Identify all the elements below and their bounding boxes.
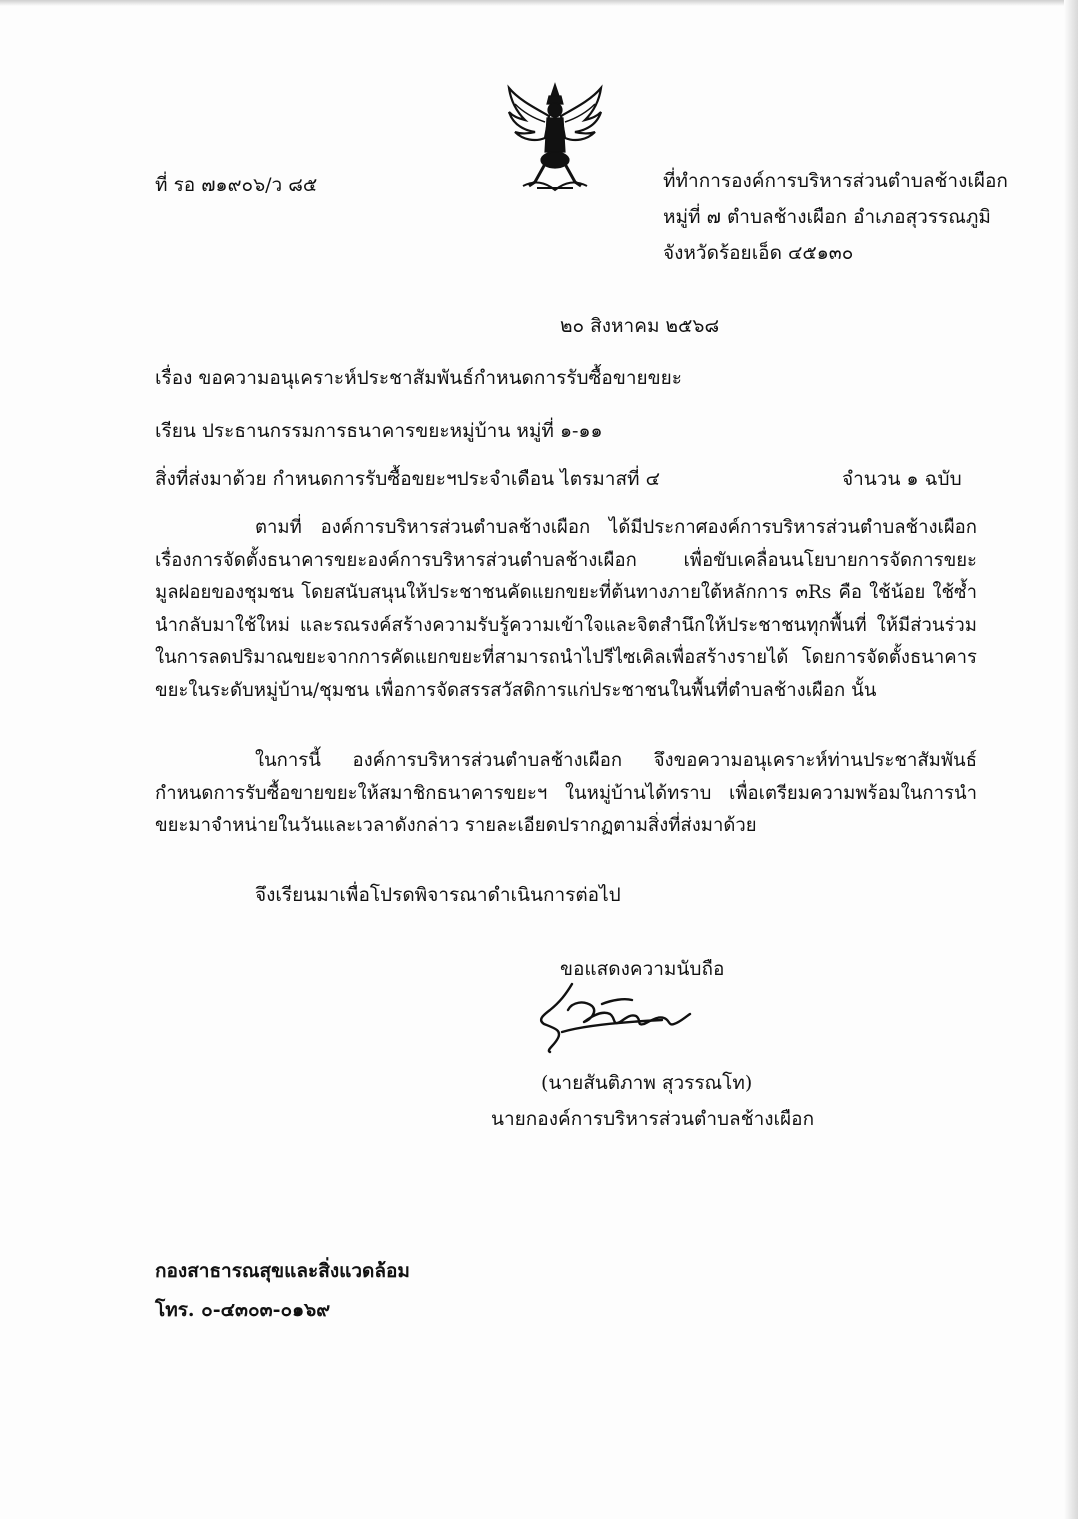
scan-edge-right <box>1064 0 1078 1519</box>
letter-date: ๒๐ สิงหาคม ๒๕๖๘ <box>560 315 720 337</box>
letter-recipient: เรียน ประธานกรรมการธนาคารขยะหมู่บ้าน หมู่ที่ ๑-๑๑ <box>155 420 603 442</box>
address-line-3: จังหวัดร้อยเอ็ด ๔๕๑๓๐ <box>663 242 854 264</box>
department-name: กองสาธารณสุขและสิ่งแวดล้อม <box>155 1260 410 1282</box>
enclosure-count: จำนวน ๑ ฉบับ <box>842 468 962 490</box>
address-line-1: ที่ทำการองค์การบริหารส่วนตำบลช้างเผือก <box>663 170 1008 192</box>
paragraph-2-text: ในการนี้ องค์การบริหารส่วนตำบลช้างเผือก จึงขอความอนุเคราะห์ท่านประชาสัมพันธ์กำหนดการรับซื้อขายขยะให้สมาชิกธนาคารขยะฯ ในหมู่บ้านได้ทราบ เพื่อเตรียมความพร้อมในการนำขยะมาจำหน่ายในวันและเวลาดังกล่าว รายละเอียดปรากฏตามสิ่งที่ส่งมาด้วย <box>155 750 977 836</box>
body-paragraph-1 <box>155 512 977 707</box>
scan-edge-top <box>0 0 1078 6</box>
signer-name: (นายสันติภาพ สุวรรณโท) <box>541 1072 753 1094</box>
letter-subject: เรื่อง ขอความอนุเคราะห์ประชาสัมพันธ์กำหนดการรับซื้อขายขยะ <box>155 367 682 389</box>
reference-number: ที่ รอ ๗๑๙๐๖/ว ๘๕ <box>155 174 318 196</box>
body-paragraph-3: จึงเรียนมาเพื่อโปรดพิจารณาดำเนินการต่อไป <box>255 884 621 906</box>
department-phone: โทร. ๐-๔๓๐๓-๐๑๖๙ <box>155 1299 331 1321</box>
garuda-emblem-icon <box>505 82 605 194</box>
body-paragraph-2 <box>155 745 977 843</box>
handwritten-signature <box>532 980 702 1060</box>
signer-title: นายกองค์การบริหารส่วนตำบลช้างเผือก <box>491 1108 815 1130</box>
paragraph-1-text: ตามที่ องค์การบริหารส่วนตำบลช้างเผือก ได้มีประกาศองค์การบริหารส่วนตำบลช้างเผือก เรื่องการจัดตั้งธนาคารขยะองค์การบริหารส่วนตำบลช้างเผือก เพื่อขับเคลื่อนนโยบายการจัดการขยะมูลฝอยของชุมชน โดยสนับสนุนให้ประชาชนคัดแยกขยะที่ต้นทางภายใต้หลักการ ๓Rs คือ ใช้น้อย ใช้ซ้ำ นำกลับมาใช้ใหม่ และรณรงค์สร้างความรับรู้ความเข้าใจและจิตสำนึกให้ประชาชนทุกพื้นที่ ให้มีส่วนร่วมในการลดปริมาณขยะจากการคัดแยกขยะที่สามารถนำไปรีไซเคิลเพื่อสร้างรายได้ โดยการจัดตั้งธนาคารขยะในระดับหมู่บ้าน/ชุมชน เพื่อการจัดสรรสวัสดิการแก่ประชาชนในพื้นที่ตำบลช้างเผือก นั้น <box>155 517 977 701</box>
closing-text: ขอแสดงความนับถือ <box>560 958 725 980</box>
letter-enclosure: สิ่งที่ส่งมาด้วย กำหนดการรับซื้อขยะฯประจำเดือน ไตรมาสที่ ๔ <box>155 468 660 490</box>
address-line-2: หมู่ที่ ๗ ตำบลช้างเผือก อำเภอสุวรรณภูมิ <box>663 206 991 228</box>
